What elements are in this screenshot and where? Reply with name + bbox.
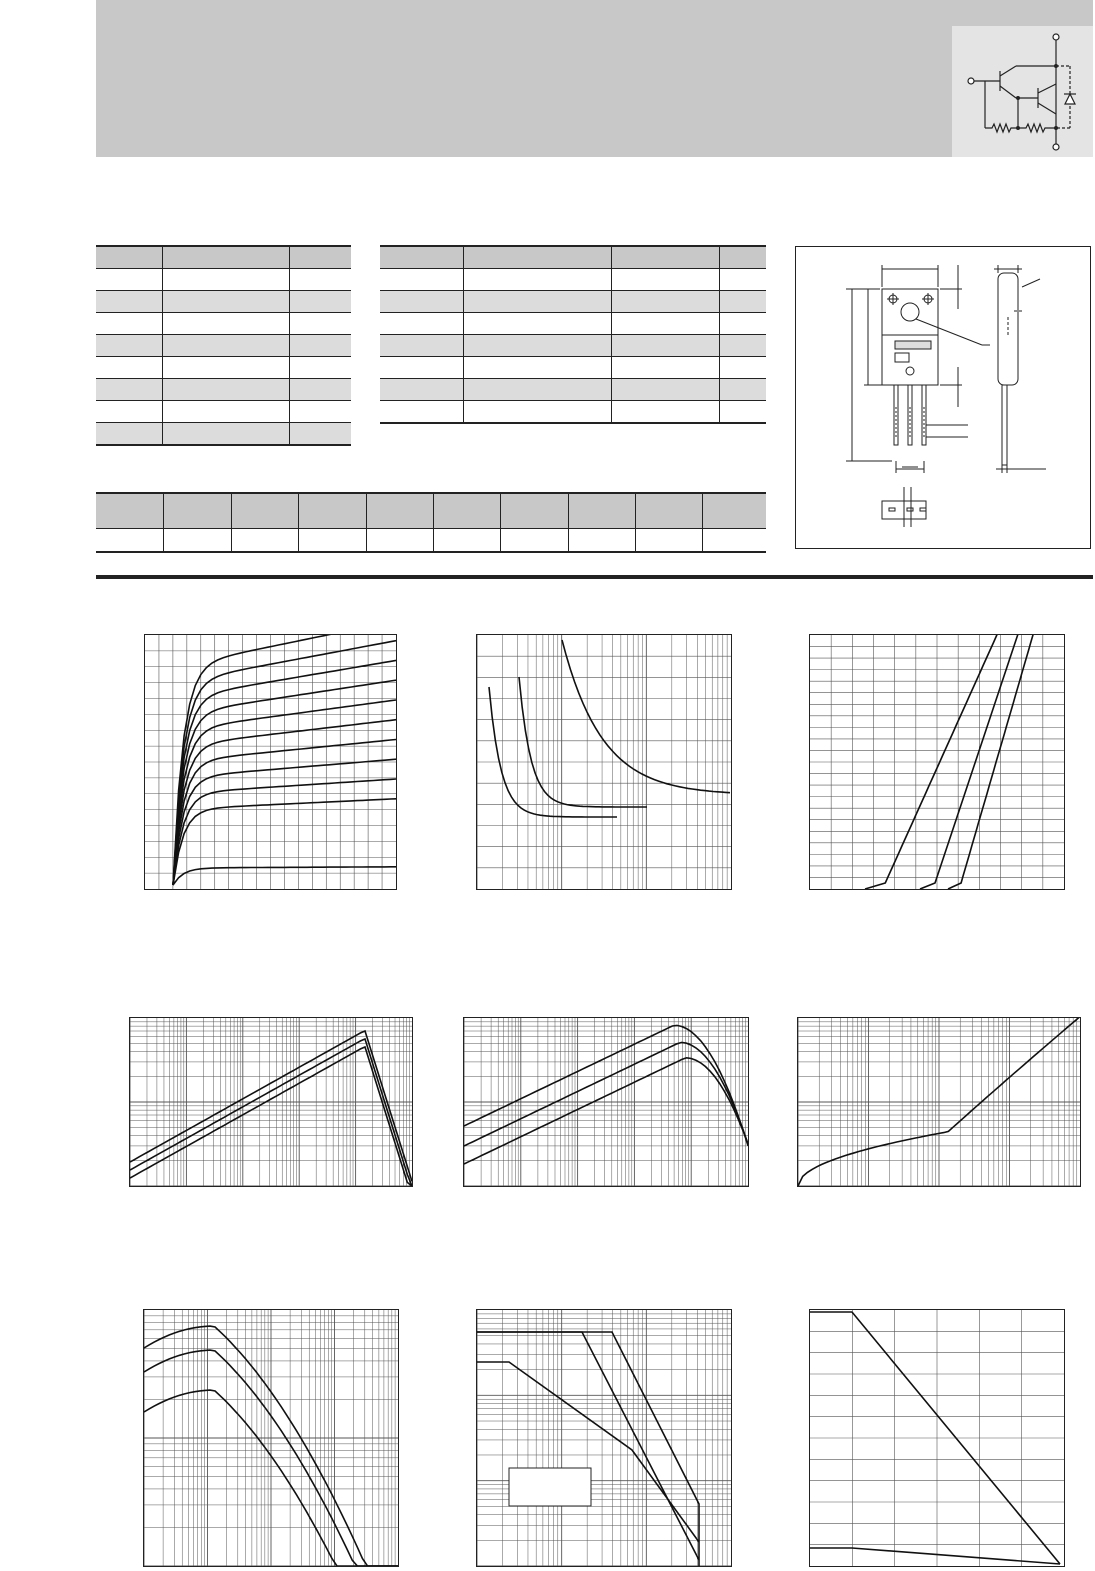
graph-hfe-ic-temp bbox=[463, 1017, 749, 1187]
electrical-characteristics-table bbox=[380, 245, 766, 424]
graph-ic-vbe bbox=[809, 634, 1065, 890]
soa-legend-box bbox=[509, 1468, 591, 1506]
graph-transient-thermal bbox=[797, 1017, 1081, 1187]
darlington-transistor-circuit-icon bbox=[952, 26, 1093, 157]
graph-safe-operating-area bbox=[476, 1309, 732, 1567]
graph-switching-time bbox=[143, 1309, 399, 1567]
hfe-ic-curve bbox=[130, 1047, 412, 1186]
vce-ib-curve bbox=[489, 687, 617, 817]
power-derating-line bbox=[810, 1548, 1060, 1564]
absolute-max-ratings-table bbox=[96, 245, 351, 446]
section-divider bbox=[96, 575, 1093, 579]
switching-characteristics-table bbox=[96, 492, 766, 553]
soa-boundary-line bbox=[477, 1332, 699, 1560]
graph-hfe-ic bbox=[129, 1017, 413, 1187]
equivalent-circuit-panel bbox=[952, 26, 1093, 157]
graph-vce-ib bbox=[476, 634, 732, 890]
hfe-temp-curve bbox=[464, 1058, 748, 1164]
graph-ic-vce bbox=[144, 634, 397, 890]
to220-full-mold-package-outline-icon bbox=[796, 247, 1090, 548]
package-outline-panel bbox=[795, 246, 1091, 549]
soa-boundary-line bbox=[477, 1362, 699, 1542]
title-band bbox=[96, 0, 1093, 157]
soa-boundary-line bbox=[477, 1332, 699, 1566]
graph-power-derating bbox=[809, 1309, 1065, 1567]
